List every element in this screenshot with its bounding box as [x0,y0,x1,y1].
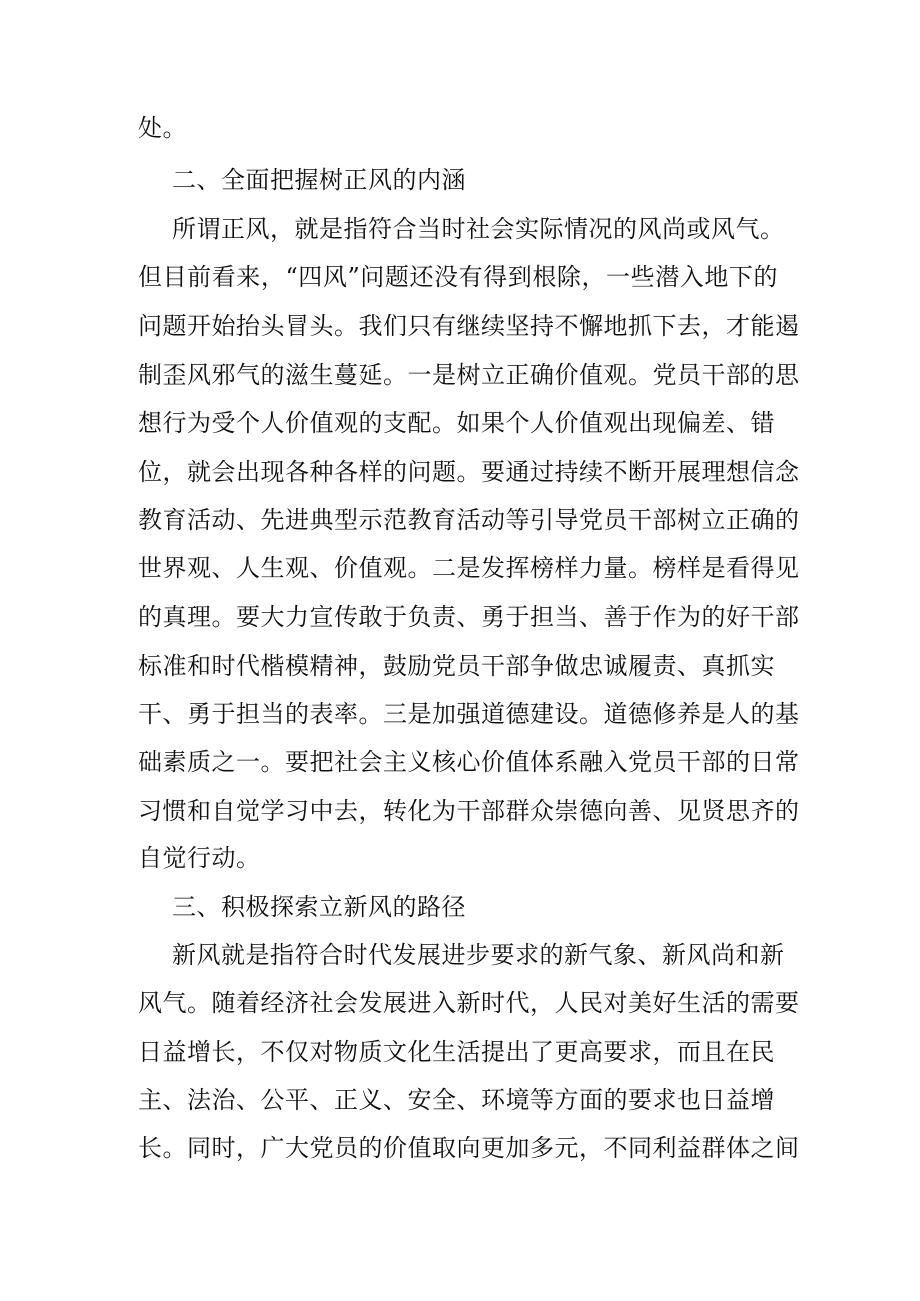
text-line: 日益增长，不仅对物质文化生活提出了更高要求，而且在民 [138,1038,775,1066]
text-line: 世界观、人生观、价值观。二是发挥榜样力量。榜样是看得见 [138,554,800,582]
text-line: 想行为受个人价值观的支配。如果个人价值观出现偏差、错 [138,409,775,437]
text-line: 新风就是指符合时代发展进步要求的新气象、新风尚和新 [172,941,785,969]
text-line: 制歪风邪气的滋生蔓延。一是树立正确价值观。党员干部的思 [138,361,800,389]
text-line: 所谓正风，就是指符合当时社会实际情况的风尚或风气。 [172,215,785,243]
text-line: 位，就会出现各种各样的问题。要通过持续不断开展理想信念 [138,458,800,486]
text-line: 主、法治、公平、正义、安全、环境等方面的要求也日益增 [138,1086,775,1114]
text-line: 标准和时代楷模精神，鼓励党员干部争做忠诚履责、真抓实 [138,652,775,680]
text-line: 教育活动、先进典型示范教育活动等引导党员干部树立正确的 [138,506,800,534]
text-line: 但目前看来，“四风”问题还没有得到根除，一些潜入地下的 [138,263,778,291]
text-line: 习惯和自觉学习中去，转化为干部群众崇德向善、见贤思齐的 [138,797,800,825]
text-line: 处。 [138,114,187,142]
text-line: 干、勇于担当的表率。三是加强道德建设。道德修养是人的基 [138,700,800,728]
text-line: 的真理。要大力宣传敢于负责、勇于担当、善于作为的好干部 [138,603,800,631]
section-heading: 三、积极探索立新风的路径 [172,893,466,921]
text-line: 础素质之一。要把社会主义核心价值体系融入党员干部的日常 [138,748,800,776]
text-line: 风气。随着经济社会发展进入新时代，人民对美好生活的需要 [138,989,800,1017]
text-line: 自觉行动。 [138,844,261,872]
section-heading: 二、全面把握树正风的内涵 [172,166,466,194]
text-line: 长。同时，广大党员的价值取向更加多元，不同利益群体之间 [138,1134,800,1162]
text-line: 问题开始抬头冒头。我们只有继续坚持不懈地抓下去，才能遏 [138,312,800,340]
